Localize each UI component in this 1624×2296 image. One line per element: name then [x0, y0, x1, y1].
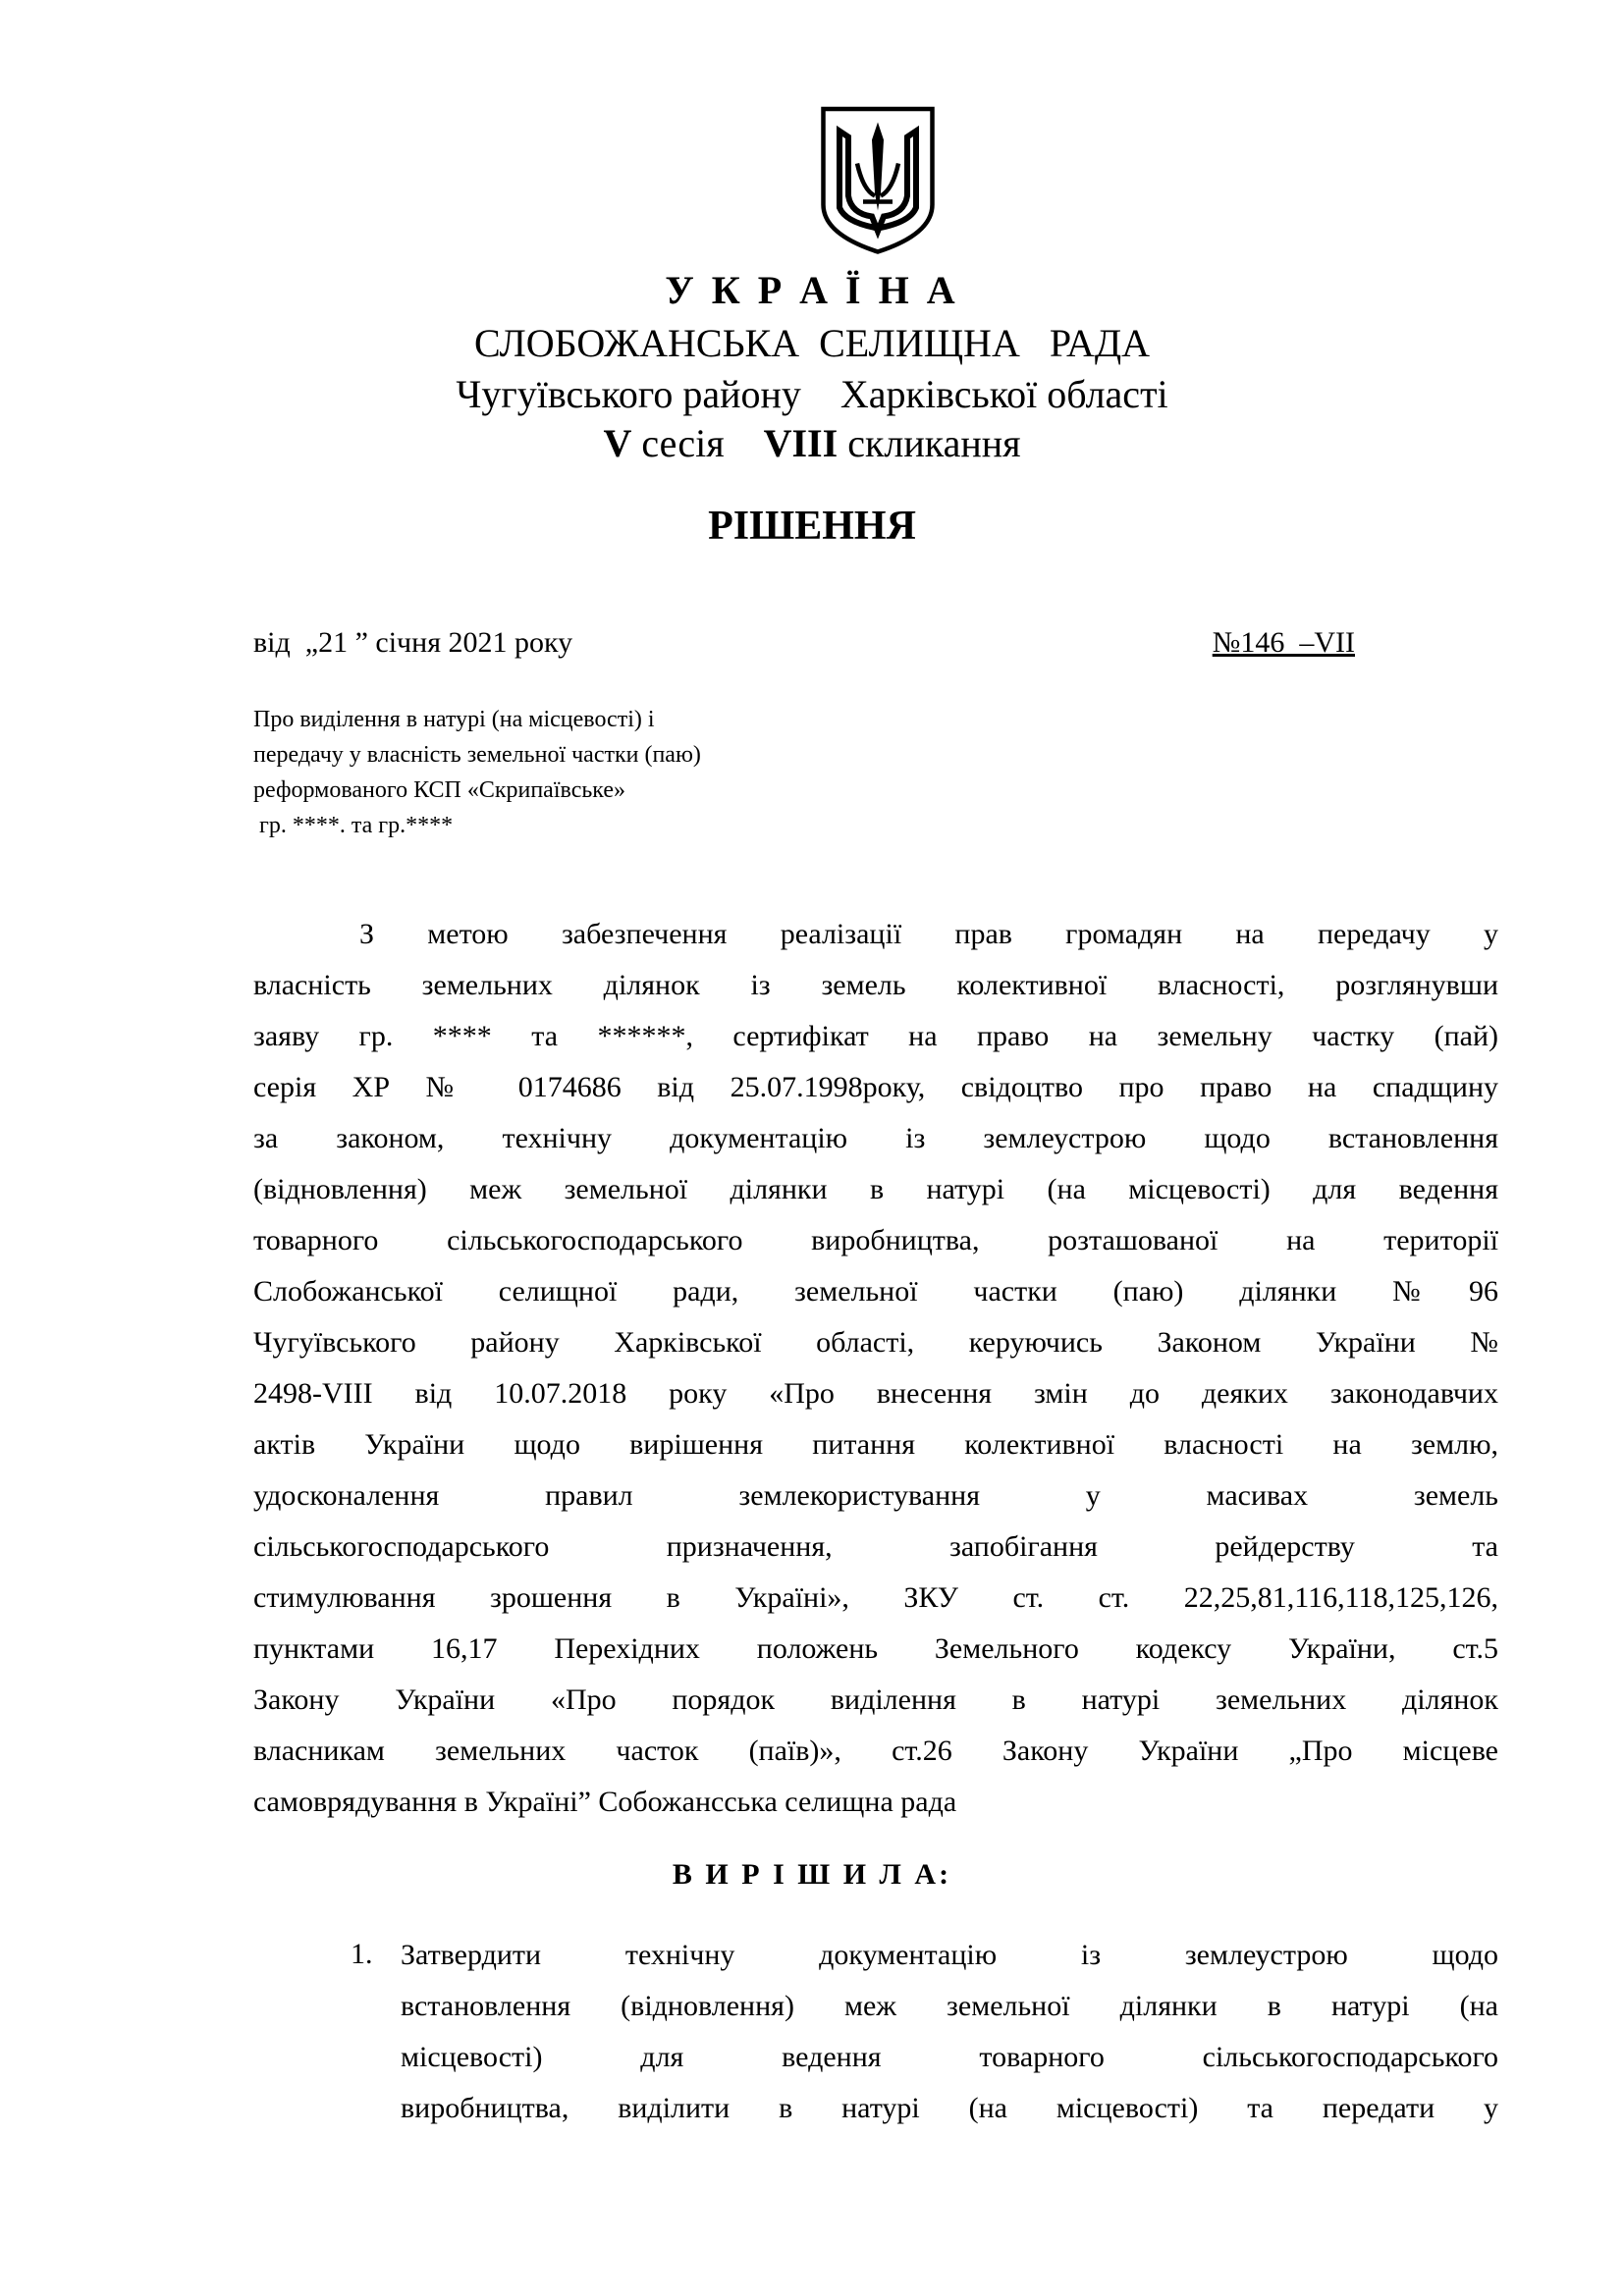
subject-line: реформованого КСП «Скрипаївське»	[253, 777, 626, 803]
body-line: 2498-VIII від 10.07.2018 року «Про внесення змін до деяких законодавчих	[253, 1377, 1498, 1410]
country-heading: У К Р А Ї Н А	[665, 268, 959, 312]
body-line: З метою забезпечення реалізації прав громадян на передачу у	[359, 918, 1498, 950]
council-name: СЛОБОЖАНСЬКА СЕЛИЩНА РАДА	[473, 321, 1151, 365]
decision-number: №146 –VII	[1212, 626, 1355, 659]
subject-line: Про виділення в натурі (на місцевості) і	[253, 707, 655, 732]
body-line: Слобожанської селищної ради, земельної частки (паю) ділянки №96	[253, 1275, 1498, 1308]
body-line: власність земельних ділянок із земель колективної власності, розглянувши	[253, 969, 1498, 1001]
session-line	[0, 420, 1624, 466]
document-type: РІШЕННЯ	[708, 504, 916, 549]
decision-date: від „21 ” січня 2021 року	[253, 626, 573, 659]
session-number: V	[603, 421, 632, 465]
list-item-line: Затвердити технічну документацію із землеустрою щодо	[401, 1939, 1498, 1971]
district-text: Чугуївського району Харківської області	[456, 372, 1168, 416]
district-name	[0, 371, 1624, 417]
body-line: власникам земельних часток (паїв)», ст.26 Закону України „Про місцеве	[253, 1735, 1498, 1767]
body-line: сільськогосподарського призначення, запобігання рейдерству та	[253, 1530, 1498, 1563]
body-line: стимулювання зрошення в Україні», ЗКУ ст. ст. 22,25,81,116,118,125,126,	[253, 1581, 1498, 1614]
decided-heading: В И Р І Ш И Л А:	[672, 1858, 952, 1891]
session-word: сесія	[631, 421, 764, 465]
convocation-number: VIII	[763, 421, 839, 465]
body-line: самоврядування в Україні” Собожансська селищна рада	[253, 1786, 957, 1818]
body-line: пунктами 16,17 Перехідних положень Земельного кодексу України, ст.5	[253, 1632, 1498, 1665]
body-line: (відновлення) меж земельної ділянки в натурі (на місцевості) для ведення	[253, 1173, 1498, 1205]
convocation-word: скликання	[838, 421, 1021, 465]
list-item-line: виробництва, виділити в натурі (на місцевості) та передати у	[401, 2092, 1498, 2124]
list-item-number: 1.	[351, 1938, 373, 1970]
body-line: за законом, технічну документацію із землеустрою щодо встановлення	[253, 1122, 1498, 1154]
list-item-line: місцевості) для ведення товарного сільськогосподарського	[401, 2041, 1498, 2073]
body-line: Закону України «Про порядок виділення в натурі земельних ділянок	[253, 1683, 1498, 1716]
list-item-line: встановлення (відновлення) меж земельної ділянки в натурі (на	[401, 1990, 1498, 2022]
body-line: удосконалення правил землекористування у масивах земель	[253, 1479, 1498, 1512]
body-line: актів України щодо вирішення питання колективної власності на землю,	[253, 1428, 1498, 1461]
subject-line: гр. ****. та гр.****	[253, 813, 454, 838]
body-line: Чугуївського району Харківської області, керуючись Законом України №	[253, 1326, 1498, 1359]
body-line: товарного сільськогосподарського виробництва, розташованої на території	[253, 1224, 1498, 1256]
body-line: заяву гр. **** та ******, сертифікат на право на земельну частку (пай)	[253, 1020, 1498, 1052]
coat-of-arms-trident-icon	[819, 104, 937, 255]
body-line: серія ХР № 0174686 від 25.07.1998року, свідоцтво про право на спадщину	[253, 1071, 1498, 1103]
subject-line: передачу у власність земельної частки (паю)	[253, 742, 701, 768]
